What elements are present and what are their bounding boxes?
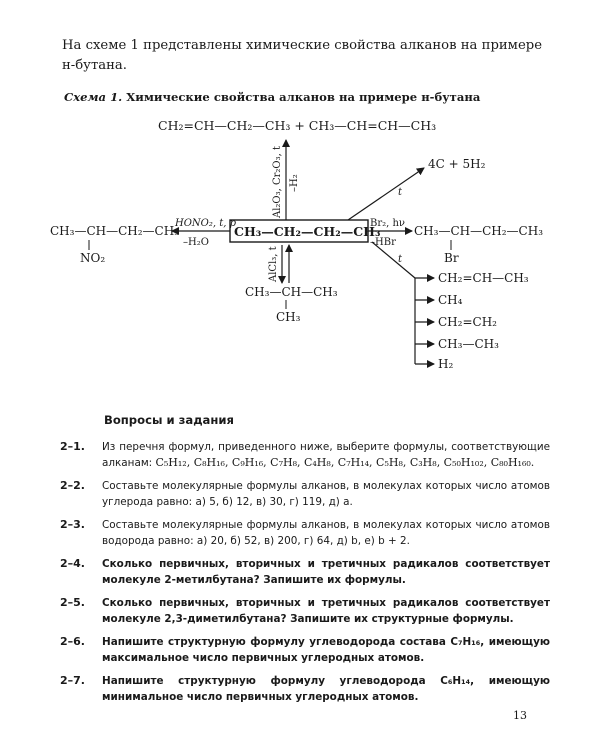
crack-product-ethene: CH₂=CH₂ [438,315,497,329]
question-item [60,517,550,549]
top-byproduct: –H₂ [289,174,300,192]
question-text: Напишите структурную формулу углеводорода C₆H₁₄, имеющую минимальное число первичных углеродных атомов. [102,675,550,703]
crack-condition: t [398,254,403,265]
nitro-product-chain: CH₃—CH—CH₂—CH₃ [50,224,180,238]
decomp-product: 4C + 5H₂ [428,157,486,171]
bottom-condition: AlCl₃, t [268,246,279,282]
crack-product-methane: CH₄ [438,293,463,307]
question-item [60,478,550,510]
question-number: 2–5. [60,596,85,609]
crack-product-propene: CH₂=CH—CH₃ [438,271,529,285]
question-text [102,439,550,471]
formula-list: C₅H₁₂, C₈H₁₆, C₉H₁₆, C₇H₈, C₄H₈, C₇H₁₄, C₅H₈, C₃H₈, C₅₀H₁₀₂, C₈₀H₁₆₀. [155,456,535,469]
bromine-atom: Br [444,251,459,265]
question-number: 2–6. [60,635,85,648]
scheme-title-text: Химические свойства алканов на примере н-бутана [126,90,481,104]
page-number: 13 [513,709,527,722]
question-number: 2–3. [60,518,85,531]
bromo-product-chain: CH₃—CH—CH₂—CH₃ [414,224,544,238]
cracking-branches [415,278,434,364]
questions-section [60,413,550,712]
question-prompt: Из перечня формул, приведенного ниже, выберите формулы, соответствующие алканам: [102,441,550,469]
decomposition-arrow [348,168,424,220]
nitro-group: NO₂ [80,251,106,265]
questions-heading: Вопросы и задания [104,413,234,427]
butane-formula: CH₃—CH₂—CH₂—CH₃ [234,224,381,239]
question-number: 2–4. [60,557,85,570]
left-byproduct: –H₂O [183,237,209,248]
question-item [60,556,550,588]
question-text: Составьте молекулярные формулы алканов, в молекулах которых число атомов углерода равно: а) 5, б) 12, в) 30, г) 119, д) a. [102,480,550,508]
crack-product-hydrogen: H₂ [438,357,454,371]
question-number: 2–2. [60,479,85,492]
question-text: Сколько первичных, вторичных и третичных радикалов соответствует молекуле 2-метилбутана? Запишите их формулы. [102,558,550,586]
decomp-condition: t [398,187,403,198]
crack-product-ethane: CH₃—CH₃ [438,337,499,351]
question-text: Напишите структурную формулу углеводорода состава C₇H₁₆, имеющую максимальное число первичных углеродных атомов. [102,636,550,664]
question-item [60,595,550,627]
question-item [60,634,550,666]
question-item [60,439,550,471]
scheme-label: Схема 1. [64,90,123,104]
top-products: CH₂=CH—CH₂—CH₃ + CH₃—CH=CH—CH₃ [158,118,437,133]
isobutane-methyl: CH₃ [276,310,301,324]
top-conditions: Al₂O₃, Cr₂O₃, t [272,145,283,218]
question-text: Составьте молекулярные формулы алканов, в молекулах которых число атомов водорода равно: а) 20, б) 52, в) 200, г) 64, д) b, е) b + 2. [102,519,550,547]
isobutane-chain: CH₃—CH—CH₃ [245,285,338,299]
left-reagent: HONO₂, t, p [175,218,237,229]
right-byproduct: –HBr [370,237,396,248]
question-item [60,673,550,705]
question-text: Сколько первичных, вторичных и третичных радикалов соответствует молекуле 2,3-диметилбутана? Запишите их структурные формулы. [102,597,550,625]
intro-paragraph: На схеме 1 представлены химические свойства алканов на примере н-бутана. [62,38,542,73]
right-reagent: Br₂, hν [370,218,406,229]
question-number: 2–1. [60,440,85,453]
question-number: 2–7. [60,674,85,687]
